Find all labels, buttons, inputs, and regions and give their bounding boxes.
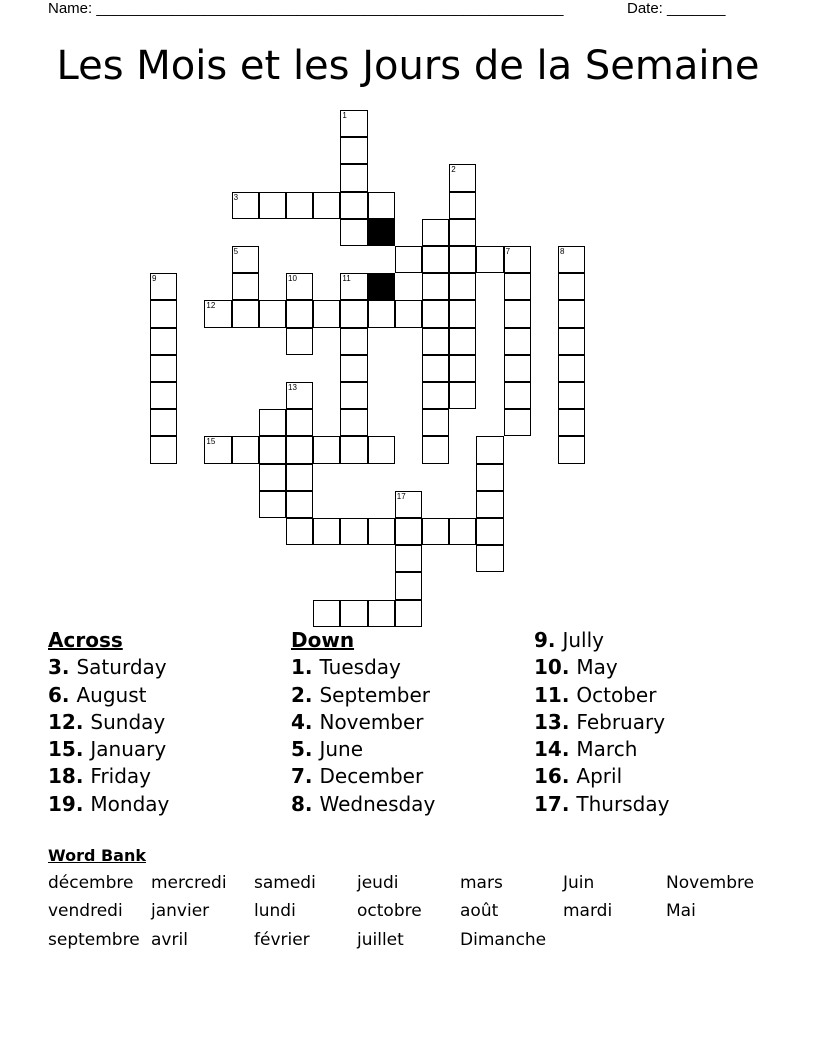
grid-cell[interactable]	[150, 382, 177, 409]
clue-number: 8	[560, 247, 565, 256]
grid-cell[interactable]	[449, 164, 476, 191]
grid-cell[interactable]	[422, 219, 449, 246]
grid-cell[interactable]	[504, 246, 531, 273]
grid-cell[interactable]	[204, 436, 231, 463]
across-heading: Across	[48, 628, 123, 652]
word-bank-item: avril	[151, 930, 188, 950]
grid-cell[interactable]	[150, 436, 177, 463]
grid-cell[interactable]	[476, 246, 503, 273]
clue-item	[291, 763, 435, 790]
clue-text: January	[90, 737, 167, 762]
clue-text: April	[576, 764, 623, 789]
grid-cell[interactable]	[232, 246, 259, 273]
grid-cell[interactable]	[340, 137, 367, 164]
clue-item	[534, 763, 669, 790]
clue-number: 11	[342, 274, 351, 284]
grid-cell[interactable]	[504, 273, 531, 300]
grid-cell[interactable]	[259, 409, 286, 436]
word-bank-item: février	[254, 930, 310, 950]
grid-cell[interactable]	[422, 409, 449, 436]
word-bank-item: Novembre	[666, 873, 755, 893]
grid-cell[interactable]	[259, 300, 286, 327]
grid-cell[interactable]	[150, 355, 177, 382]
grid-cell[interactable]	[422, 328, 449, 355]
grid-cell[interactable]	[150, 409, 177, 436]
clue-number: 2	[451, 165, 456, 175]
clue-text: Tuesday	[319, 655, 401, 680]
grid-cell[interactable]	[340, 219, 367, 246]
grid-cell[interactable]	[395, 491, 422, 518]
grid-cell[interactable]	[150, 300, 177, 327]
grid-cell[interactable]	[204, 300, 231, 327]
word-bank-item: mardi	[563, 901, 613, 921]
grid-cell[interactable]	[313, 192, 340, 219]
grid-cell[interactable]	[286, 300, 313, 327]
grid-cell[interactable]	[340, 600, 367, 627]
clue-text: November	[319, 709, 424, 734]
clue-number-label: 18.	[48, 764, 91, 789]
grid-cell[interactable]	[422, 273, 449, 300]
clue-number-label: 5.	[291, 737, 320, 762]
clue-item	[291, 682, 435, 709]
grid-cell[interactable]	[368, 436, 395, 463]
clue-number-label: 7.	[291, 764, 320, 789]
word-bank-item: lundi	[254, 901, 296, 921]
grid-cell[interactable]	[395, 246, 422, 273]
grid-cell[interactable]	[449, 382, 476, 409]
grid-cell[interactable]	[476, 545, 503, 572]
word-bank-item: samedi	[254, 873, 316, 893]
clue-number: 12	[206, 301, 216, 311]
clue-text: August	[76, 682, 147, 707]
grid-cell[interactable]	[232, 192, 259, 219]
clue-number-label: 14.	[534, 737, 577, 762]
grid-cell[interactable]	[286, 518, 313, 545]
grid-cell[interactable]	[286, 192, 313, 219]
grid-cell[interactable]	[259, 464, 286, 491]
grid-cell[interactable]	[150, 273, 177, 300]
clue-text: March	[576, 737, 638, 762]
grid-cell[interactable]	[504, 300, 531, 327]
across-clues	[48, 627, 169, 818]
grid-cell[interactable]	[422, 518, 449, 545]
clue-number: 1	[342, 111, 347, 120]
clue-number: 3	[233, 192, 239, 202]
clue-text: May	[576, 655, 618, 680]
word-bank-item: janvier	[151, 901, 210, 921]
grid-cell[interactable]	[259, 491, 286, 518]
grid-cell[interactable]	[340, 164, 367, 191]
word-bank-item: octobre	[357, 901, 422, 921]
grid-cell[interactable]	[368, 518, 395, 545]
grid-cell[interactable]	[150, 328, 177, 355]
clue-number-label: 2.	[291, 682, 320, 707]
grid-cell[interactable]	[558, 355, 585, 382]
grid-cell-blocked	[368, 219, 395, 246]
grid-cell-blocked	[368, 273, 395, 300]
grid-cell[interactable]	[368, 300, 395, 327]
grid-cell[interactable]	[449, 192, 476, 219]
grid-cell[interactable]	[422, 436, 449, 463]
grid-cell[interactable]	[504, 409, 531, 436]
word-bank-item: Dimanche	[460, 930, 547, 950]
grid-cell[interactable]	[476, 518, 503, 545]
clue-text: Jully	[562, 628, 605, 652]
grid-cell[interactable]	[395, 518, 422, 545]
grid-cell[interactable]	[340, 355, 367, 382]
grid-cell[interactable]	[286, 464, 313, 491]
clue-number-label: 19.	[48, 791, 91, 816]
date-field-label: Date: _______	[627, 0, 726, 17]
grid-cell[interactable]	[449, 328, 476, 355]
clue-number-label: 9.	[534, 628, 563, 652]
grid-cell[interactable]	[313, 600, 340, 627]
grid-cell[interactable]	[313, 300, 340, 327]
grid-cell[interactable]	[368, 600, 395, 627]
grid-cell[interactable]	[558, 246, 585, 273]
clue-text: December	[319, 764, 424, 789]
grid-cell[interactable]	[449, 273, 476, 300]
clue-number-label: 1.	[291, 655, 320, 680]
grid-cell[interactable]	[340, 436, 367, 463]
grid-cell[interactable]	[476, 436, 503, 463]
grid-cell[interactable]	[232, 273, 259, 300]
clue-text: Friday	[90, 764, 152, 789]
grid-cell[interactable]	[504, 355, 531, 382]
grid-cell[interactable]	[313, 436, 340, 463]
word-bank-item: jeudi	[357, 873, 399, 893]
grid-cell[interactable]	[449, 355, 476, 382]
grid-cell[interactable]	[558, 409, 585, 436]
clue-number: 13	[288, 383, 297, 392]
word-bank-item: mercredi	[151, 873, 227, 893]
clue-number: 7	[505, 247, 511, 256]
clue-number-label: 3.	[48, 655, 77, 680]
clue-number: 10	[288, 274, 297, 284]
down-heading: Down	[291, 628, 355, 652]
clue-number-label: 6.	[48, 682, 77, 707]
name-field-label: Name: ________________________________________________________	[48, 0, 564, 17]
clue-item	[291, 654, 435, 681]
clue-item	[48, 709, 169, 736]
clue-item	[48, 736, 169, 763]
clue-item	[291, 791, 435, 818]
grid-cell[interactable]	[286, 328, 313, 355]
clue-number-label: 4.	[291, 709, 320, 734]
grid-cell[interactable]	[558, 273, 585, 300]
grid-cell[interactable]	[558, 436, 585, 463]
clue-text: Wednesday	[319, 791, 436, 816]
grid-cell[interactable]	[340, 409, 367, 436]
grid-cell[interactable]	[558, 382, 585, 409]
grid-cell[interactable]	[422, 246, 449, 273]
clue-number-label: 12.	[48, 709, 91, 734]
grid-cell[interactable]	[422, 382, 449, 409]
grid-cell[interactable]	[476, 491, 503, 518]
clue-number-label: 16.	[534, 764, 577, 789]
clue-item	[48, 682, 169, 709]
word-bank-item: mars	[460, 873, 503, 893]
grid-cell[interactable]	[395, 300, 422, 327]
grid-cell[interactable]	[313, 518, 340, 545]
word-bank-item: vendredi	[48, 901, 123, 921]
grid-cell[interactable]	[340, 382, 367, 409]
grid-cell[interactable]	[286, 436, 313, 463]
clue-number: 15	[206, 437, 216, 447]
clue-number-label: 15.	[48, 737, 91, 762]
grid-cell[interactable]	[232, 300, 259, 327]
word-bank-title: Word Bank	[48, 846, 147, 865]
word-bank-item: décembre	[48, 873, 134, 893]
down-clues-continued	[534, 627, 669, 818]
clue-text: June	[319, 737, 364, 762]
clue-number-label: 8.	[291, 791, 320, 816]
grid-cell[interactable]	[340, 110, 367, 137]
clue-text: Saturday	[76, 655, 167, 680]
grid-cell[interactable]	[286, 491, 313, 518]
clue-item	[534, 627, 669, 654]
clue-item	[534, 791, 669, 818]
grid-cell[interactable]	[286, 382, 313, 409]
clue-item	[534, 709, 669, 736]
grid-cell[interactable]	[476, 464, 503, 491]
down-clues	[291, 627, 435, 818]
grid-cell[interactable]	[449, 518, 476, 545]
word-bank-item: juillet	[357, 930, 404, 950]
clue-text: Monday	[90, 791, 170, 816]
word-bank-item: Juin	[563, 873, 595, 893]
clue-number-label: 11.	[534, 682, 577, 707]
grid-cell[interactable]	[422, 355, 449, 382]
grid-cell[interactable]	[368, 192, 395, 219]
clue-number-label: 10.	[534, 655, 577, 680]
grid-cell[interactable]	[340, 273, 367, 300]
grid-cell[interactable]	[286, 409, 313, 436]
grid-cell[interactable]	[449, 246, 476, 273]
grid-cell[interactable]	[558, 328, 585, 355]
clue-item	[534, 682, 669, 709]
clue-item	[291, 736, 435, 763]
grid-cell[interactable]	[340, 300, 367, 327]
grid-cell[interactable]	[558, 300, 585, 327]
word-bank-item: septembre	[48, 930, 140, 950]
word-bank-item: août	[460, 901, 499, 921]
grid-cell[interactable]	[395, 545, 422, 572]
clue-number-label: 13.	[534, 709, 577, 734]
clue-item	[48, 654, 169, 681]
clue-number-label: 17.	[534, 791, 577, 816]
grid-cell[interactable]	[286, 273, 313, 300]
grid-cell[interactable]	[259, 436, 286, 463]
grid-cell[interactable]	[395, 572, 422, 599]
clue-number: 5	[233, 247, 239, 256]
clue-text: February	[576, 709, 666, 734]
clue-text: September	[319, 682, 431, 707]
clue-item	[48, 791, 169, 818]
grid-cell[interactable]	[340, 328, 367, 355]
grid-cell[interactable]	[259, 192, 286, 219]
page-title: Les Mois et les Jours de la Semaine	[56, 43, 760, 89]
grid-cell[interactable]	[232, 436, 259, 463]
grid-cell[interactable]	[422, 300, 449, 327]
grid-cell[interactable]	[449, 300, 476, 327]
grid-cell[interactable]	[340, 518, 367, 545]
clue-number: 17	[396, 491, 406, 501]
grid-cell[interactable]	[340, 192, 367, 219]
clue-item	[534, 736, 669, 763]
clue-text: Thursday	[576, 791, 670, 816]
clue-text: October	[576, 682, 657, 707]
clue-text: Sunday	[90, 709, 166, 734]
clue-item	[534, 654, 669, 681]
grid-cell[interactable]	[449, 219, 476, 246]
clue-item	[48, 763, 169, 790]
word-bank-item: Mai	[666, 901, 696, 921]
grid-cell[interactable]	[504, 328, 531, 355]
clue-number: 9	[152, 274, 157, 284]
grid-cell[interactable]	[504, 382, 531, 409]
grid-cell[interactable]	[395, 600, 422, 627]
clue-item	[291, 709, 435, 736]
